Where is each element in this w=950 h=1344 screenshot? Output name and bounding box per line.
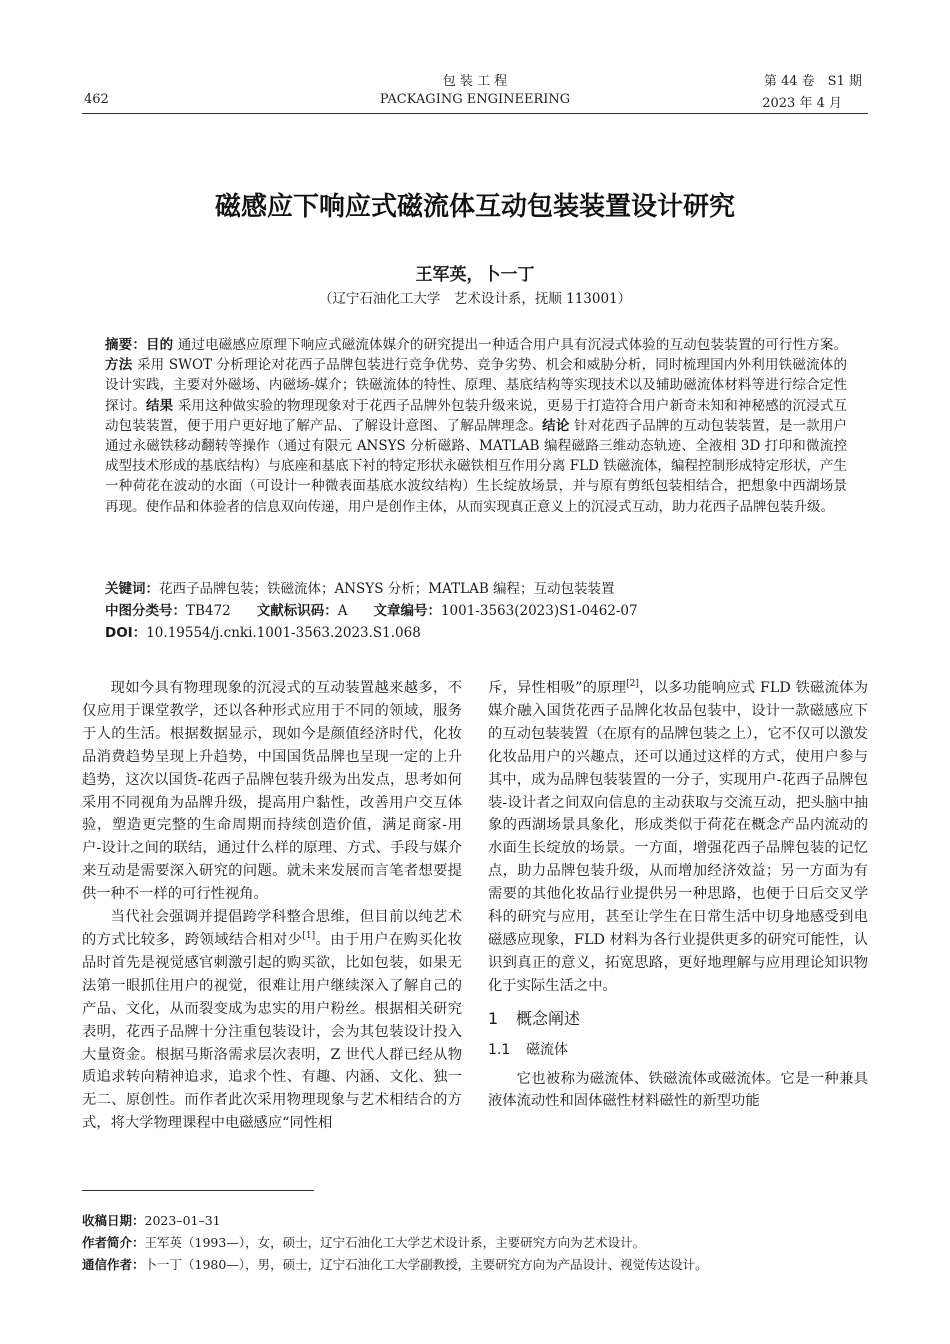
keywords-line [105,577,865,597]
subsection-heading [488,1039,868,1062]
article-no: 1001-3563(2023)S1-0462-07 [440,603,638,619]
paragraph: 当代社会强调并提倡跨学科整合思维，但目前以纯艺术的方式比较多，跨领域结合相对少[1]。由于用户在购买化妆品时首先是视觉感官刺激引起的购买欲，比如包装，如果无法第一眼抓住用户的视觉，很难让用户继续深入了解自己的产品、文化，从而裂变成为忠实的用户粉丝。根据相关研究表明，花西子品牌十分注重包装设计，会为其包装设计投入大量资金。根据马斯洛需求层次表明，Z 世代人群已经从物质追求转向精神追求，追求个性、有趣、内涵、文化、独一无二、原创性。而作者此次采用物理现象与艺术相结合的方式，将大学物理课程中电磁感应“同性相 [82,909,463,1132]
body-right-column [488,677,868,1113]
purpose-label: 目的 [145,337,174,353]
author-bio: 王军英（1993—），女，硕士，辽宁石油化工大学艺术设计系，主要研究方向为艺术设计。 [144,1235,646,1250]
method-label: 方法 [105,357,133,374]
article-authors: 王军英，卜一丁 [415,265,535,285]
section-title: 概念阐述 [516,1008,581,1028]
conclusion-text: 针对花西子品牌的互动包装装置，是一款用户通过永磁铁移动翻转等操作（通过有限元 ANSYS 分析磁路、MATLAB 编程磁路三维动态轨迹、全液相 3D 打印和微流控成型技术形成的基底结构）与底座和基底下衬的特定形状永磁铁相互作用分离 FLD 铁磁流体，编程控制形成特定形状，产生一种荷花在波动的水面（可设计一种微表面基底水波纹结构）生长绽放场景，并与原有剪纸包装相结合，把想象中西湖场景再现。使作品和体验者的信息双向传递，用户是创作主体，从而实现真正意义上的沉浸式互动，助力花西子品牌包装升级。 [105,417,847,515]
method-text: 采用 SWOT 分析理论对花西子品牌包装进行竞争优势、竞争劣势、机会和威胁分析，同时梳理国内外利用铁磁流体的设计实践，主要对外磁场、内磁场-媒介；铁磁流体的特性、原理、基底结构等实现技术以及辅助磁流体材料等进行综合定性探讨。 [105,357,848,414]
classification-line [105,599,865,619]
citation-ref[interactable]: [1] [302,931,316,942]
doi-label: DOI： [105,625,147,641]
issue-date: 2023 年 4 月 [762,96,842,111]
corresponding-bio: 卜一丁（1980—），男，硕士，辽宁石油化工大学副教授，主要研究方向为产品设计、视觉传达设计。 [144,1257,708,1272]
article-title: 磁感应下响应式磁流体互动包装装置设计研究 [214,192,735,222]
result-label: 结果 [145,397,174,414]
abstract-label: 摘要： [105,337,146,353]
purpose-text: 通过电磁感应原理下响应式磁流体媒介的研究提出一种适合用户具有沉浸式体验的互动包装装置的可行性方案。 [177,337,848,353]
doi-line [105,621,865,641]
conclusion-label: 结论 [542,417,570,434]
section-heading [488,1008,868,1031]
journal-name-en: PACKAGING ENGINEERING [379,92,571,107]
footnote-received [82,1211,882,1229]
keywords: 花西子品牌包装；铁磁流体；ANSYS 分析；MATLAB 编程；互动包装装置 [159,581,615,597]
paragraph: 斥，异性相吸”的原理[2]，以多功能响应式 FLD 铁磁流体为媒介融入国货花西子品牌化妆品包装中，设计一款磁感应下的互动包装装置（在原有的品牌包装之上），它不仅可以激发化妆品用户的兴趣点，还可以通过这样的方式，使用户参与其中，成为品牌包装装置的一分子，实现用户-花西子品牌包装-设计者之间双向信息的主动获取与交流互动，把头脑中抽象的西湖场景具象化，形成类似于荷花在概念产品内流动的水面生长绽放的场景。一方面，增强花西子品牌包装的记忆点，助力品牌包装升级，从而增加经济效益；另一方面为有需要的其他化妆品行业提供另一种思路，也便于日后交叉学科的研究与应用，甚至让学生在日常生活中切身地感受到电磁感应现象，FLD 材料为各行业提供更多的研究可能性，认识到真正的意义，拓宽思路，更好地理解与应用理论知识物化于实际生活之中。 [488,679,868,994]
doc-code-label: 文献标识码： [256,603,338,619]
citation-ref[interactable]: [2] [626,679,639,690]
article-no-label: 文章编号： [373,603,441,619]
journal-name-cn: 包 装 工 程 [442,74,508,89]
keywords-label: 关键词： [105,581,159,597]
corresponding-label: 通信作者： [82,1257,145,1272]
body-left-column [82,677,462,1135]
clc-label: 中图分类号： [105,603,186,619]
footnote-rule [82,1190,314,1191]
author-bio-label: 作者简介： [82,1235,145,1250]
article-affiliation: （辽宁石油化工大学 艺术设计系，抚顺 113001） [318,291,632,307]
volume-issue: 第 44 卷 S1 期 [763,74,862,89]
subsection-number: 1.1 [488,1041,511,1058]
subsection-title: 磁流体 [526,1041,568,1058]
section-number: 1 [488,1008,499,1028]
received-date: 2023–01–31 [144,1213,221,1228]
header-rule [82,113,868,114]
result-text: 采用这种做实验的物理现象对于花西子品牌外包装升级来说，更易于打造符合用户新奇未知和神秘感的沉浸式互动包装装置，便于用户更好地了解产品、了解设计意图、了解品牌理念。 [105,397,848,434]
footnote-author [82,1233,882,1251]
paragraph: 现如今具有物理现象的沉浸式的互动装置越来越多，不仅应用于课堂教学，还以各种形式应用于不同的领域，服务于人的生活。根据数据显示，现如今是颜值经济时代，化妆品消费趋势呈现上升趋势，中国国货品牌也呈现一定的上升趋势，这次以国货-花西子品牌包装升级为出发点，思考如何采用不同视角为品牌升级，提高用户黏性，改善用户交互体验，塑造更完整的生命周期而持续创造价值，满足商家-用户-设计之间的联结，通过什么样的原理、方式、手段与媒介来互动是需要深入研究的问题。就未来发展而言笔者想要提供一种不一样的可行性视角。 [82,680,462,903]
clc-code: TB472 [186,603,231,619]
doc-code: A [337,603,348,619]
received-label: 收稿日期： [82,1213,145,1228]
page-number: 462 [84,92,109,107]
abstract [105,335,847,517]
paragraph: 它也被称为磁流体、铁磁流体或磁流体。它是一种兼具液体流动性和固体磁性材料磁性的新型功能 [488,1070,868,1110]
footnote-corresponding [82,1255,882,1273]
doi-link[interactable]: 10.19554/j.cnki.1001-3563.2023.S1.068 [146,625,421,641]
